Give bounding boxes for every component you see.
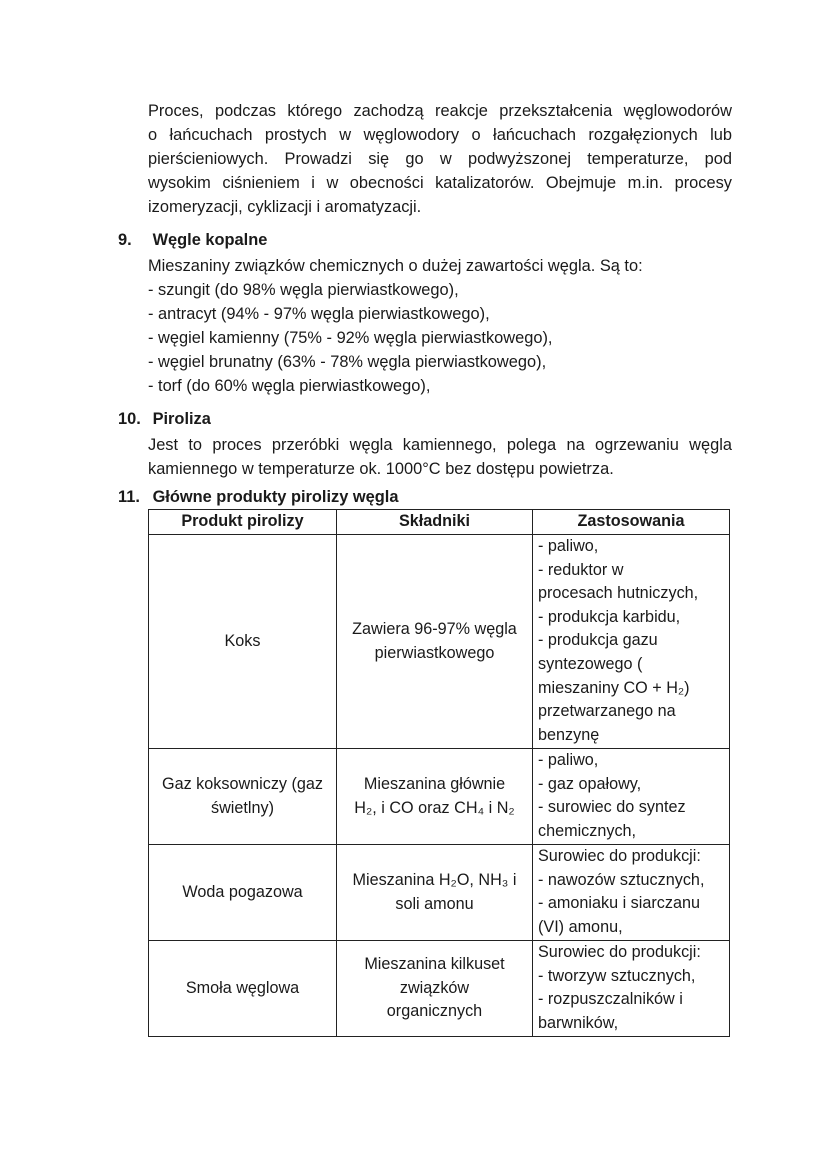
components-cell [337,845,533,941]
product-cell [149,845,337,941]
product-cell [149,941,337,1037]
cell-line: Woda pogazowa [182,882,303,901]
section-title: Węgle kopalne [152,231,268,249]
cell-line: - produkcja karbidu, [538,607,681,626]
cell-line: - rozpuszczalników i [538,990,683,1009]
table-row [149,845,730,941]
uses-cell [533,941,730,1037]
cell-line: Mieszanina H₂O, NH₃ i [352,870,517,889]
column-header: Zastosowania [533,510,730,535]
cell-line: barwników, [538,1013,619,1032]
cell-line: procesach hutniczych, [538,584,699,603]
paragraph-line: pierścieniowych. Prowadzi się go w podwyższonej temperaturze, pod [148,150,732,168]
uses-cell [533,535,730,749]
components-cell [337,749,533,845]
product-cell [149,535,337,749]
paragraph-line: Jest to proces przeróbki węgla kamiennego, polega na ogrzewaniu węgla [148,436,732,454]
cell-line: Surowiec do produkcji: [538,943,701,961]
cell-line: Smoła węglowa [185,978,300,997]
section-10-body [148,433,732,481]
table-row [149,941,730,1037]
cell-line: soli amonu [395,894,474,913]
section-9-body [148,254,748,398]
column-header: Składniki [337,510,533,535]
components-cell [337,535,533,749]
cell-line: pierwiastkowego [374,643,495,662]
uses-cell [533,749,730,845]
product-cell [149,749,337,845]
cell-line: benzynę [538,725,600,744]
cell-line: H₂, i CO oraz CH₄ i N₂ [354,798,515,817]
cell-line: Gaz koksowniczy (gaz [161,774,324,793]
paragraph-line: izomeryzacji, cyklizacji i aromatyzacji. [148,198,422,216]
cell-line: - produkcja gazu [538,631,658,650]
table-row [149,749,730,845]
cell-line: - reduktor w [538,560,624,579]
cell-line: organicznych [386,1002,483,1021]
section-number: 9. [118,231,132,249]
cell-line: - nawozów sztucznych, [538,870,705,889]
cell-line: przetwarzanego na [538,702,676,721]
section-number: 11. [118,488,140,506]
cell-line: chemicznych, [538,821,637,840]
list-item: - szungit (do 98% węgla pierwiastkowego), [148,281,459,299]
cell-line: - tworzyw sztucznych, [538,966,696,985]
table-row [149,535,730,749]
cell-line: Koks [224,631,261,650]
cell-line: (VI) amonu, [538,917,623,936]
cell-line: związków [399,978,470,997]
section-11-heading [118,485,398,509]
pyrolysis-products-table [148,509,730,1037]
cell-line: Zawiera 96-97% węgla [352,619,517,638]
cell-line: - surowiec do syntez [538,798,686,817]
cell-line: Surowiec do produkcji: [538,847,701,865]
components-cell [337,941,533,1037]
cell-line: - amoniaku i siarczanu [538,894,700,913]
paragraph-line: o łańcuchach prostych w węglowodory o łańcuchach rozgałęzionych lub [148,126,732,144]
list-item: - torf (do 60% węgla pierwiastkowego), [148,377,431,395]
intro-paragraph [148,99,732,219]
section-title: Piroliza [152,410,211,428]
section-title: Główne produkty pirolizy węgla [152,488,399,506]
list-item: - węgiel brunatny (63% - 78% węgla pierwiastkowego), [148,353,547,371]
cell-line: mieszaniny CO + H₂) [538,678,690,697]
column-header: Produkt pirolizy [149,510,337,535]
cell-line: - paliwo, [538,751,599,769]
cell-line: - gaz opałowy, [538,774,642,793]
list-item: - węgiel kamienny (75% - 92% węgla pierwiastkowego), [148,329,553,347]
cell-line: syntezowego ( [538,654,643,673]
paragraph-line: wysokim ciśnieniem i w obecności katalizatorów. Obejmuje m.in. procesy [148,174,732,192]
cell-line: świetlny) [211,798,274,817]
section-9-heading [118,228,267,252]
cell-line: - paliwo, [538,537,599,555]
section-number: 10. [118,410,141,428]
uses-cell [533,845,730,941]
paragraph-line: kamiennego w temperaturze ok. 1000°C bez dostępu powietrza. [148,460,614,478]
cell-line: Mieszanina kilkuset [364,955,505,974]
cell-line: Mieszanina głównie [363,774,506,793]
section-10-heading [118,407,211,431]
section-intro: Mieszaniny związków chemicznych o dużej zawartości węgla. Są to: [148,257,643,275]
list-item: - antracyt (94% - 97% węgla pierwiastkowego), [148,305,490,323]
paragraph-line: Proces, podczas którego zachodzą reakcje przekształcenia węglowodorów [148,102,732,120]
table-header-row [149,510,730,535]
